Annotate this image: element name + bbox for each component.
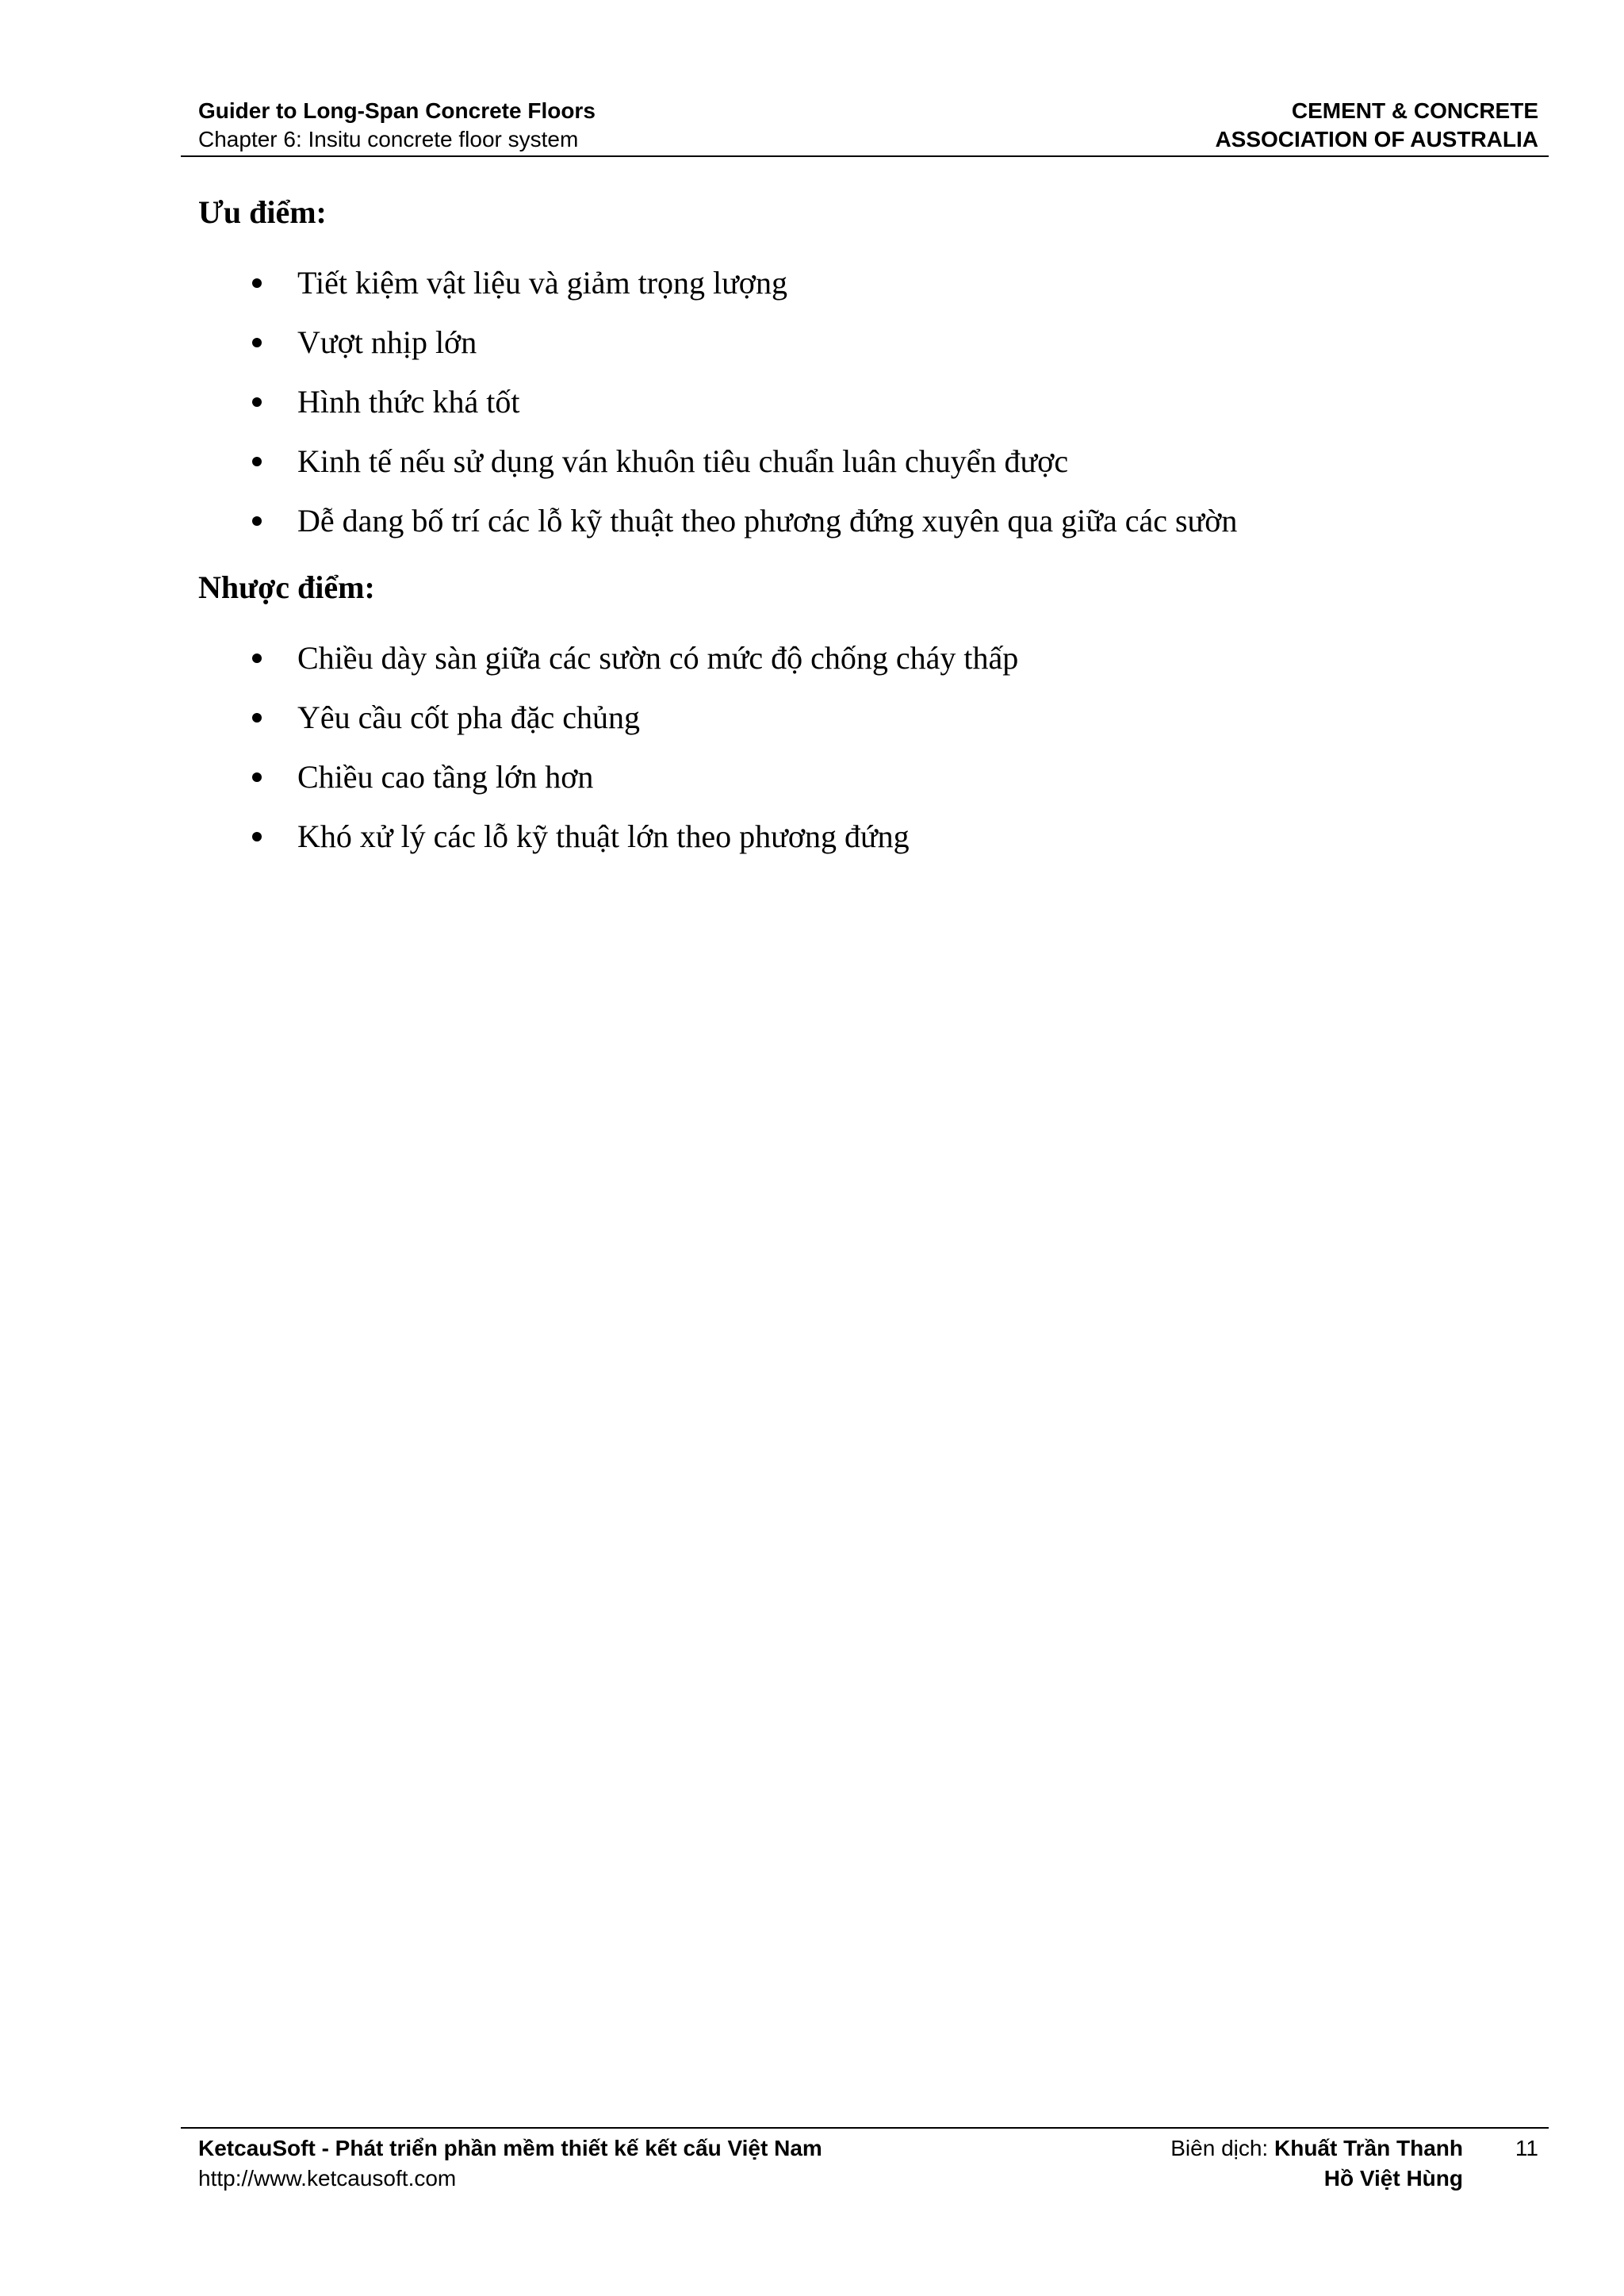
list-item — [198, 636, 1538, 680]
translator-name-2: Hồ Việt Hùng — [1323, 2166, 1463, 2191]
list-item — [198, 815, 1538, 859]
page-content — [198, 190, 1538, 859]
disadvantages-list — [198, 636, 1538, 859]
footer-title: KetcauSoft - Phát triển phần mềm thiết kế kết cấu Việt Nam — [198, 2136, 822, 2160]
list-item — [198, 261, 1538, 305]
footer-divider — [181, 2127, 1549, 2129]
page-number: 11 — [1515, 2136, 1538, 2160]
header-right — [1215, 97, 1538, 154]
advantages-list — [198, 261, 1538, 543]
bullet-icon — [252, 397, 262, 407]
translator-label: Biên dịch: — [1170, 2136, 1274, 2160]
disadvantages-heading: Nhược điểm: — [198, 569, 375, 605]
bullet-icon — [252, 772, 262, 782]
list-item-text: Tiết kiệm vật liệu và giảm trọng lượng — [297, 265, 787, 301]
header-left — [198, 97, 596, 154]
list-item-text: Yêu cầu cốt pha đặc chủng — [297, 700, 641, 735]
bullet-icon — [252, 654, 262, 663]
bullet-icon — [252, 338, 262, 347]
publisher-line-2: ASSOCIATION OF AUSTRALIA — [1215, 127, 1538, 151]
translator-name-1: Khuất Trần Thanh — [1274, 2136, 1463, 2160]
list-item-text: Chiều cao tầng lớn hơn — [297, 759, 594, 795]
list-item — [198, 499, 1538, 543]
footer-translators — [1170, 2133, 1463, 2194]
bullet-icon — [252, 278, 262, 288]
page-footer — [198, 2133, 1538, 2197]
footer-url-link[interactable]: http://www.ketcausoft.com — [198, 2166, 457, 2191]
bullet-icon — [252, 832, 262, 841]
bullet-icon — [252, 516, 262, 526]
advantages-heading: Ưu điểm: — [198, 194, 327, 230]
header-divider — [181, 155, 1549, 157]
list-item — [198, 380, 1538, 424]
chapter-title: Chapter 6: Insitu concrete floor system — [198, 127, 579, 151]
list-item-text: Dễ dang bố trí các lỗ kỹ thuật theo phương đứng xuyên qua giữa các sườn — [297, 503, 1238, 539]
list-item-text: Hình thức khá tốt — [297, 384, 520, 420]
bullet-icon — [252, 457, 262, 466]
page-header — [198, 97, 1538, 154]
list-item-text: Vượt nhịp lớn — [297, 324, 477, 360]
footer-left — [198, 2133, 822, 2194]
list-item — [198, 696, 1538, 740]
list-item — [198, 755, 1538, 799]
list-item — [198, 439, 1538, 484]
list-item-text: Kinh tế nếu sử dụng ván khuôn tiêu chuẩn luân chuyển được — [297, 443, 1069, 479]
document-title: Guider to Long-Span Concrete Floors — [198, 98, 596, 123]
bullet-icon — [252, 713, 262, 723]
list-item-text: Khó xử lý các lỗ kỹ thuật lớn theo phương đứng — [297, 818, 910, 854]
publisher-line-1: CEMENT & CONCRETE — [1291, 98, 1538, 123]
list-item-text: Chiều dày sàn giữa các sườn có mức độ chống cháy thấp — [297, 640, 1019, 676]
list-item — [198, 320, 1538, 365]
